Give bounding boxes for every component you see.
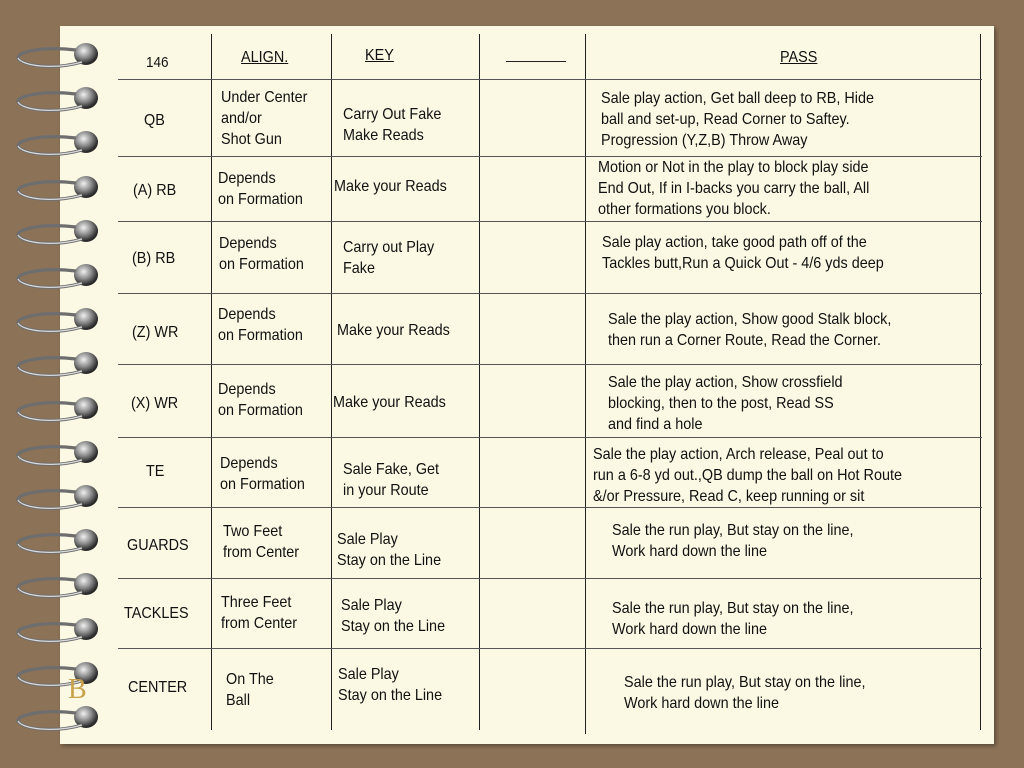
row-pass: Sale the run play, But stay on the line, Work hard down the line [624, 674, 866, 712]
spiral-ring [14, 570, 104, 600]
header-number: 146 [146, 54, 169, 71]
spiral-ring [14, 394, 104, 424]
row-key: Sale Fake, Get in your Route [343, 461, 440, 499]
row-position: CENTER [128, 679, 188, 696]
row-pass: Sale play action, Get ball deep to RB, Hide ball and set-up, Read Corner to Saftey. Progression (Y,Z,B) Throw Away [601, 90, 874, 149]
spiral-ring [14, 84, 104, 114]
header-key: KEY [365, 47, 394, 64]
row-pass: Sale the play action, Arch release, Peal out to run a 6-8 yd out.,QB dump the ball on Hot Route &/or Pressure, Read C, keep running or sit [593, 446, 902, 505]
spiral-ring [14, 482, 104, 512]
spiral-ring [14, 526, 104, 556]
row-align: Depends on Formation [218, 381, 303, 419]
spiral-ring [14, 349, 104, 379]
row-align: Depends on Formation [219, 235, 304, 273]
corner-letter: B [68, 674, 87, 705]
row-align: On The Ball [226, 671, 274, 709]
spiral-ring [14, 217, 104, 247]
row-pass: Sale play action, take good path off of the Tackles butt,Run a Quick Out - 4/6 yds deep [602, 234, 884, 272]
row-position: GUARDS [127, 537, 189, 554]
row-key: Carry Out Fake Make Reads [343, 106, 442, 144]
row-pass: Sale the play action, Show good Stalk block, then run a Corner Route, Read the Corner. [608, 311, 892, 349]
row-key: Make your Reads [334, 178, 447, 195]
spiral-ring [14, 40, 104, 70]
row-align: Depends on Formation [220, 455, 305, 493]
row-pass: Sale the run play, But stay on the line, Work hard down the line [612, 600, 854, 638]
spiral-ring [14, 261, 104, 291]
row-position: (Z) WR [132, 324, 179, 341]
row-pass: Sale the run play, But stay on the line, Work hard down the line [612, 522, 854, 560]
row-align: Depends on Formation [218, 306, 303, 344]
spiral-ring [14, 659, 104, 689]
row-position: TACKLES [124, 605, 189, 622]
spiral-binding [0, 0, 110, 768]
row-pass: Sale the play action, Show crossfield blocking, then to the post, Read SS and find a hole [608, 374, 843, 433]
spiral-ring [14, 438, 104, 468]
spiral-ring [14, 703, 104, 733]
row-position: (X) WR [131, 395, 179, 412]
row-position: QB [144, 112, 165, 129]
row-align: Depends on Formation [218, 170, 303, 208]
spiral-ring [14, 173, 104, 203]
row-align: Under Center and/or Shot Gun [221, 89, 308, 148]
spiral-ring [14, 305, 104, 335]
row-position: TE [146, 463, 165, 480]
row-pass: Motion or Not in the play to block play side End Out, If in I-backs you carry the ball, All other formations you block. [598, 159, 870, 218]
spiral-ring [14, 615, 104, 645]
spiral-ring [14, 128, 104, 158]
row-key: Carry out Play Fake [343, 239, 435, 277]
row-align: Three Feet from Center [221, 594, 298, 632]
row-align: Two Feet from Center [223, 523, 300, 561]
header-align: ALIGN. [241, 49, 289, 66]
row-position: (A) RB [133, 182, 177, 199]
row-key: Sale Play Stay on the Line [338, 666, 443, 704]
row-key: Make your Reads [337, 322, 450, 339]
row-position: (B) RB [132, 250, 176, 267]
row-key: Sale Play Stay on the Line [337, 531, 442, 569]
header-pass: PASS [780, 49, 818, 66]
row-key: Sale Play Stay on the Line [341, 597, 446, 635]
row-key: Make your Reads [333, 394, 446, 411]
